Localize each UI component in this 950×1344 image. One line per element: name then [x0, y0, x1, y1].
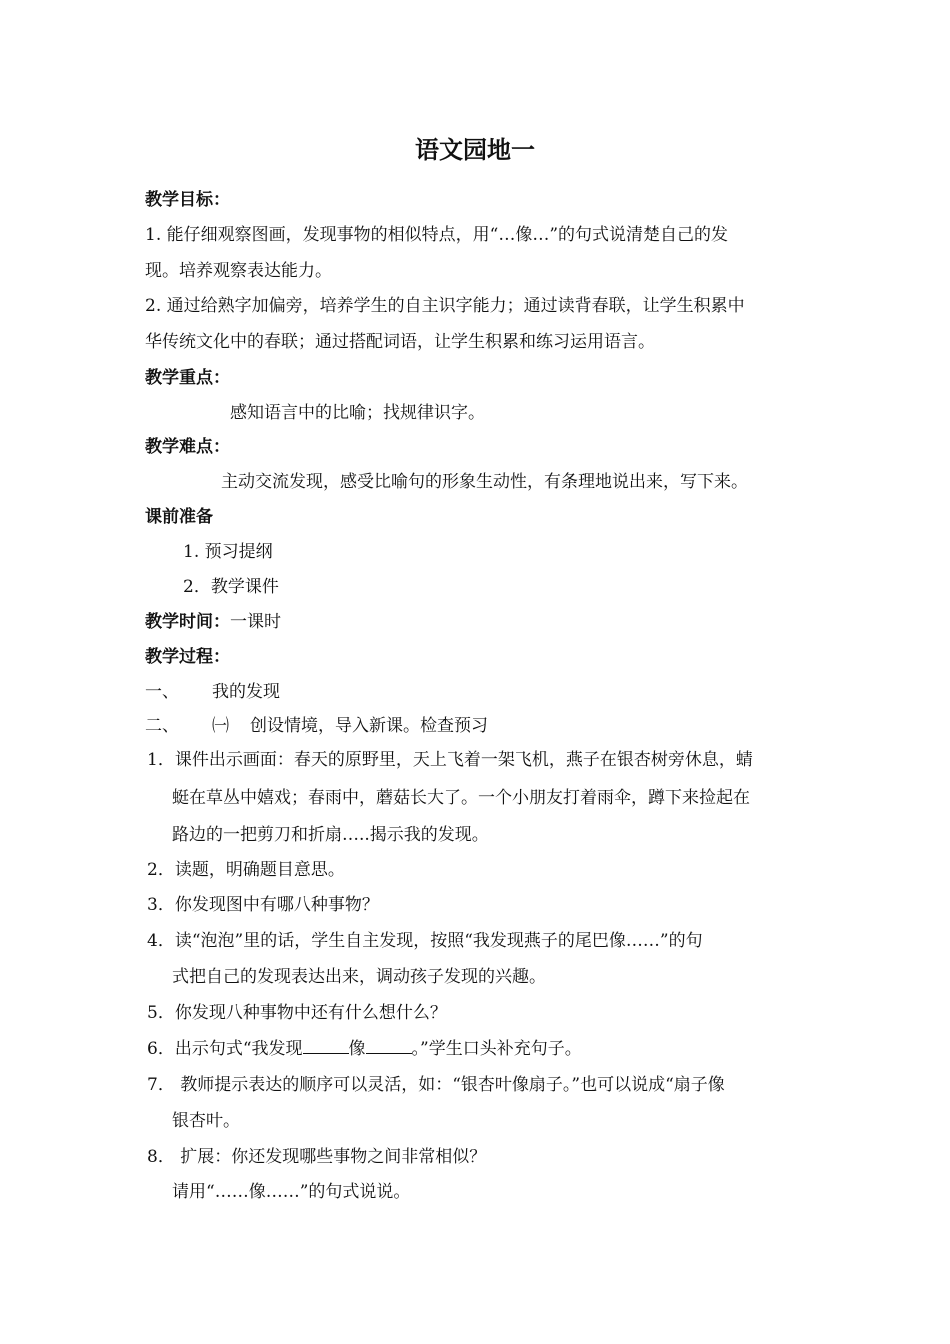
- section-2-number: 二、: [145, 716, 179, 736]
- step-6-part-c: 。”学生口头补充句子。: [411, 1039, 582, 1059]
- step-4-line-2: 式把自己的发现表达出来，调动孩子发现的兴趣。: [172, 967, 546, 987]
- step-8-line-1: 8． 扩展：你还发现哪些事物之间非常相似？: [147, 1147, 487, 1167]
- key-points-text: 感知语言中的比喻；找规律识字。: [230, 403, 485, 423]
- objective-1-line-1: 1. 能仔细观察图画，发现事物的相似特点，用“…像…”的句式说清楚自己的发: [145, 225, 729, 245]
- step-1-line-2: 蜓在草丛中嬉戏；春雨中，蘑菇长大了。一个小朋友打着雨伞，蹲下来捡起在: [172, 788, 750, 808]
- objectives-heading: 教学目标：: [145, 190, 230, 210]
- fill-blank-1: [303, 1037, 349, 1054]
- preparation-heading: 课前准备: [145, 507, 213, 527]
- fill-blank-2: [366, 1037, 412, 1054]
- step-7-line-1: 7． 教师提示表达的顺序可以灵活，如：“银杏叶像扇子。”也可以说成“扇子像: [147, 1075, 725, 1095]
- document-title: 语文园地一: [415, 136, 535, 164]
- teaching-time-value: 一课时: [230, 612, 281, 632]
- key-points-heading: 教学重点：: [145, 368, 230, 388]
- section-1-number: 一、: [145, 682, 179, 702]
- process-heading: 教学过程：: [145, 647, 230, 667]
- objective-2-line-1: 2. 通过给熟字加偏旁，培养学生的自主识字能力；通过读背春联，让学生积累中: [145, 296, 745, 316]
- teaching-time-heading: 教学时间：: [145, 612, 230, 632]
- difficulties-heading: 教学难点：: [145, 437, 230, 457]
- section-2-subnumber: ㈠: [212, 716, 229, 736]
- step-1-line-1: 1．课件出示画面：春天的原野里，天上飞着一架飞机，燕子在银杏树旁休息，蜻: [147, 750, 753, 770]
- step-2: 2．读题，明确题目意思。: [147, 860, 345, 880]
- step-4-line-1: 4．读“泡泡”里的话，学生自主发现，按照“我发现燕子的尾巴像……”的句: [147, 931, 703, 951]
- step-8-line-2: 请用“……像……”的句式说说。: [172, 1182, 411, 1202]
- objective-2-line-2: 华传统文化中的春联；通过搭配词语，让学生积累和练习运用语言。: [145, 332, 655, 352]
- teaching-time: [145, 610, 281, 634]
- step-6: [147, 1037, 582, 1061]
- objective-1-line-2: 现。培养观察表达能力。: [145, 261, 332, 281]
- step-6-part-b: 像: [348, 1039, 366, 1059]
- difficulties-text: 主动交流发现，感受比喻句的形象生动性，有条理地说出来，写下来。: [221, 472, 748, 492]
- section-2-title: 创设情境，导入新课。检查预习: [250, 716, 488, 736]
- step-5: 5．你发现八种事物中还有什么想什么？: [147, 1003, 447, 1023]
- preparation-item-1: 1. 预习提纲: [183, 542, 273, 562]
- step-3: 3．你发现图中有哪八种事物？: [147, 895, 379, 915]
- step-1-line-3: 路边的一把剪刀和折扇…..揭示我的发现。: [172, 825, 489, 845]
- step-7-line-2: 银杏叶。: [172, 1111, 240, 1131]
- preparation-item-2: 2．教学课件: [183, 577, 279, 597]
- section-1-title: 我的发现: [212, 682, 280, 702]
- step-6-part-a: 6．出示句式“我发现: [147, 1039, 303, 1059]
